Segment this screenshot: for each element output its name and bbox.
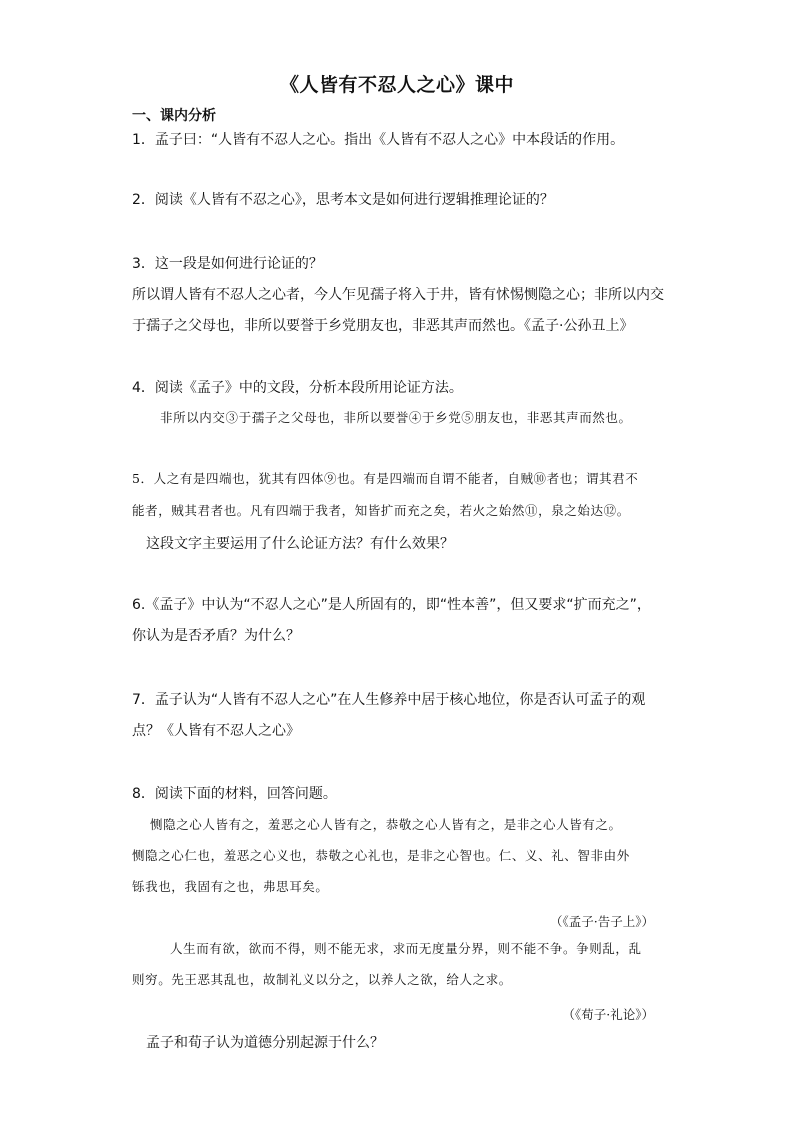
question-4: 4．阅读《孟子》中的文段，分析本段所用论证方法。: [132, 380, 463, 396]
question-8: 8．阅读下面的材料，回答问题。: [132, 786, 337, 802]
question-8-passage-2-line-2: 则穷。先王恶其乱也，故制礼义以分之，以养人之欲，给人之求。: [132, 972, 512, 987]
question-8-source-1: （《孟子·告子上》）: [550, 914, 654, 929]
question-8-source-2: （《荀子·礼论》）: [562, 1007, 654, 1022]
question-8-passage-2-line-1: 人生而有欲，欲而不得，则不能无求，求而无度量分界，则不能不争。争则乱，乱: [170, 941, 642, 956]
question-3-text-line-1: 所以谓人皆有不忍人之心者，今人乍见孺子将入于井，皆有怵惕恻隐之心；非所以内交: [132, 287, 664, 303]
question-5-text-line-1: 5．人之有是四端也，犹其有四体⑨也。有是四端而自谓不能者，自贼⑩者也；谓其君不: [132, 471, 639, 486]
question-2: 2．阅读《人皆有不忍之心》，思考本文是如何进行逻辑推理论证的？: [132, 192, 554, 208]
question-5: 这段文字主要运用了什么论证方法？有什么效果？: [146, 536, 454, 552]
section-heading: 一、课内分析: [132, 108, 216, 124]
question-8-passage-1-line-2: 恻隐之心仁也，羞恶之心义也，恭敬之心礼也，是非之心智也。仁、义、礼、智非由外: [132, 848, 630, 863]
question-8-final-question: 孟子和荀子认为道德分别起源于什么？: [146, 1035, 384, 1051]
question-6-line-1: 6.《孟子》中认为“不忍人之心”是人所固有的，即“性本善”，但又要求“扩而充之”，: [132, 597, 651, 613]
question-8-passage-1-line-1: 恻隐之心人皆有之，羞恶之心人皆有之，恭敬之心人皆有之，是非之心人皆有之。: [150, 817, 622, 832]
question-6-line-2: 你认为是否矛盾？为什么？: [132, 628, 300, 644]
question-8-passage-1-line-3: 铄我也，我固有之也，弗思耳矣。: [132, 879, 329, 894]
question-7-line-2: 点？《人皆有不忍人之心》: [132, 723, 300, 739]
question-5-text-line-2: 能者，贼其君者也。凡有四端于我者，知皆扩而充之矣，若火之始然⑪，泉之始达⑫。: [132, 503, 630, 518]
question-1: 1．孟子曰：“人皆有不忍人之心。指出《人皆有不忍人之心》中本段话的作用。: [132, 132, 625, 148]
question-3-text-line-2: 于孺子之父母也，非所以要誉于乡党朋友也，非恶其声而然也。《孟子·公孙丑上》: [132, 318, 634, 334]
question-4-passage: 非所以内交③于孺子之父母也，非所以要誉④于乡党⑤朋友也，非恶其声而然也。: [160, 410, 632, 425]
question-3: 3．这一段是如何进行论证的？: [132, 256, 323, 272]
question-7-line-1: 7．孟子认为“人皆有不忍人之心”在人生修养中居于核心地位，你是否认可孟子的观: [132, 692, 646, 708]
page-title: 《人皆有不忍人之心》课中: [279, 74, 514, 96]
